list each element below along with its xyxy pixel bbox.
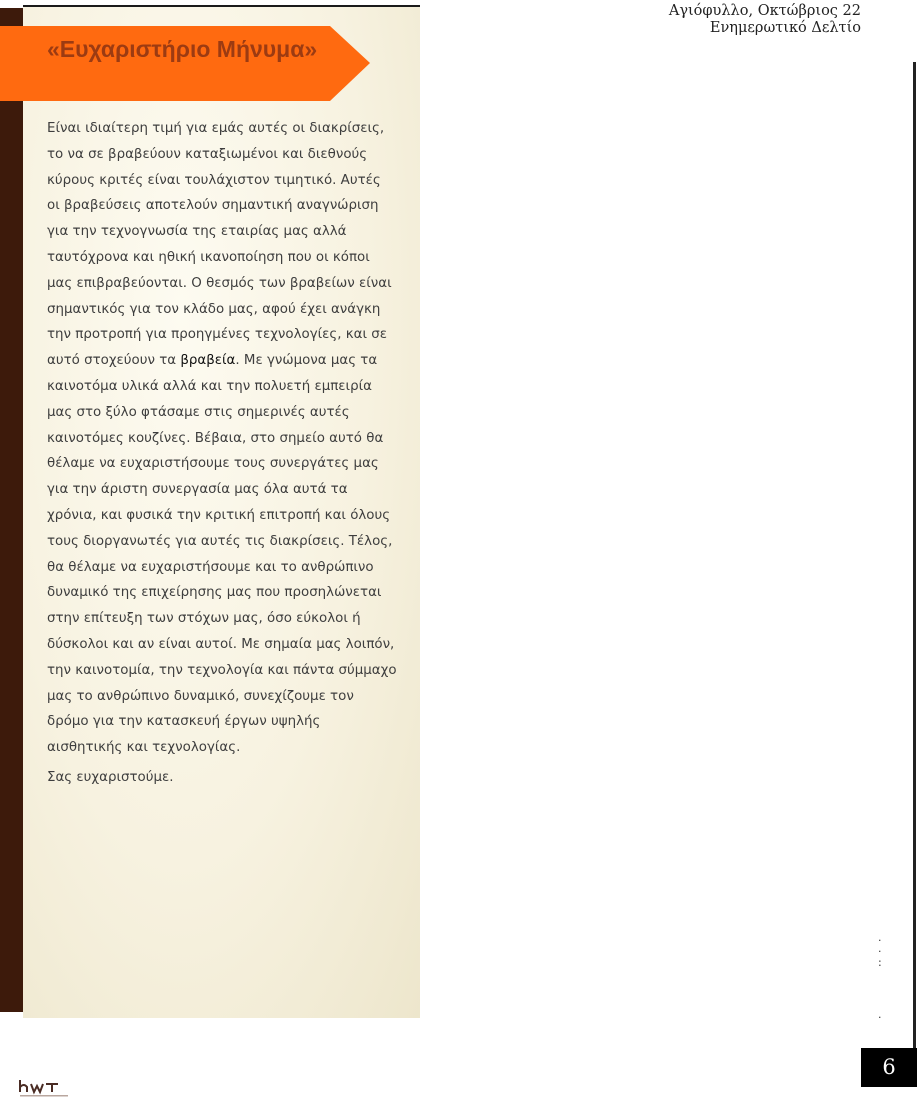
- body-text-part-1: Είναι ιδιαίτερη τιμή για εμάς αυτές οι διακρίσεις, το να σε βραβεύουν καταξιωμένοι και διεθνούς κύρους κριτές είναι τουλάχιστον τιμητικό. Αυτές οι βραβεύσεις αποτελούν σημαντική αναγνώριση για την τεχνογνωσία της εταιρίας μας αλλά ταυτόχρονα και ηθική ικανοποίηση που οι κόποι μας επιβραβεύονται. Ο θεσμός των βραβείων είναι σημαντικός για τον κλάδο μας, αφού έχει ανάγκη την προτροπή για προηγμένες τεχνολογίες, και σε αυτό στοχεύουν τα: [47, 121, 392, 369]
- header-newsletter-line: Ενημερωτικό Δελτίο: [709, 20, 861, 36]
- article-body: [47, 116, 397, 761]
- header-date-line: Αγιόφυλλο, Οκτώβριος 22: [668, 3, 861, 19]
- body-highlight-link[interactable]: βραβεία: [180, 353, 236, 369]
- right-margin-rule: [913, 62, 916, 1052]
- article-title: «Ευχαριστήριο Μήνυμα»: [47, 36, 318, 62]
- page-header: [669, 3, 861, 37]
- body-text-part-2: . Με γνώμονα μας τα καινοτόμα υλικά αλλά και την πολυετή εμπειρία μας στο ξύλο φτάσαμε στις σημερινές αυτές καινοτόμες κουζίνες. Βέβαια, στο σημείο αυτό θα θέλαμε να ευχαριστήσουμε τους συνεργάτες μας για την άριστη συνεργασία μας όλα αυτά τα χρόνια, και φυσικά την κριτική επιτροπή και όλους τους διοργανωτές για αυτές τις διακρίσεις. Τέλος, θα θέλαμε να ευχαριστήσουμε και το ανθρώπινο δυναμικό της επιχείρησης μας που προσηλώνεται στην επίτευξη των στόχων μας, όσο εύκολοι ή δύσκολοι και αν είναι αυτοί. Με σημαία μας λοιπόν, την καινοτομία, την τεχνολογία και πάντα σύμμαχο μας το ανθρώπινο δυναμικό, συνεχίζουμε τον δρόμο για την κατασκευή έργων υψηλής αισθητικής και τεχνολογίας.: [47, 353, 397, 756]
- left-accent-bar: [0, 8, 23, 1012]
- decorative-dots: · · : ·: [878, 934, 882, 1024]
- closing-line: Σας ευχαριστούμε.: [47, 770, 174, 785]
- company-logo: [18, 1078, 78, 1100]
- panel-top-rule: [23, 5, 420, 7]
- page-number: 6: [861, 1048, 917, 1087]
